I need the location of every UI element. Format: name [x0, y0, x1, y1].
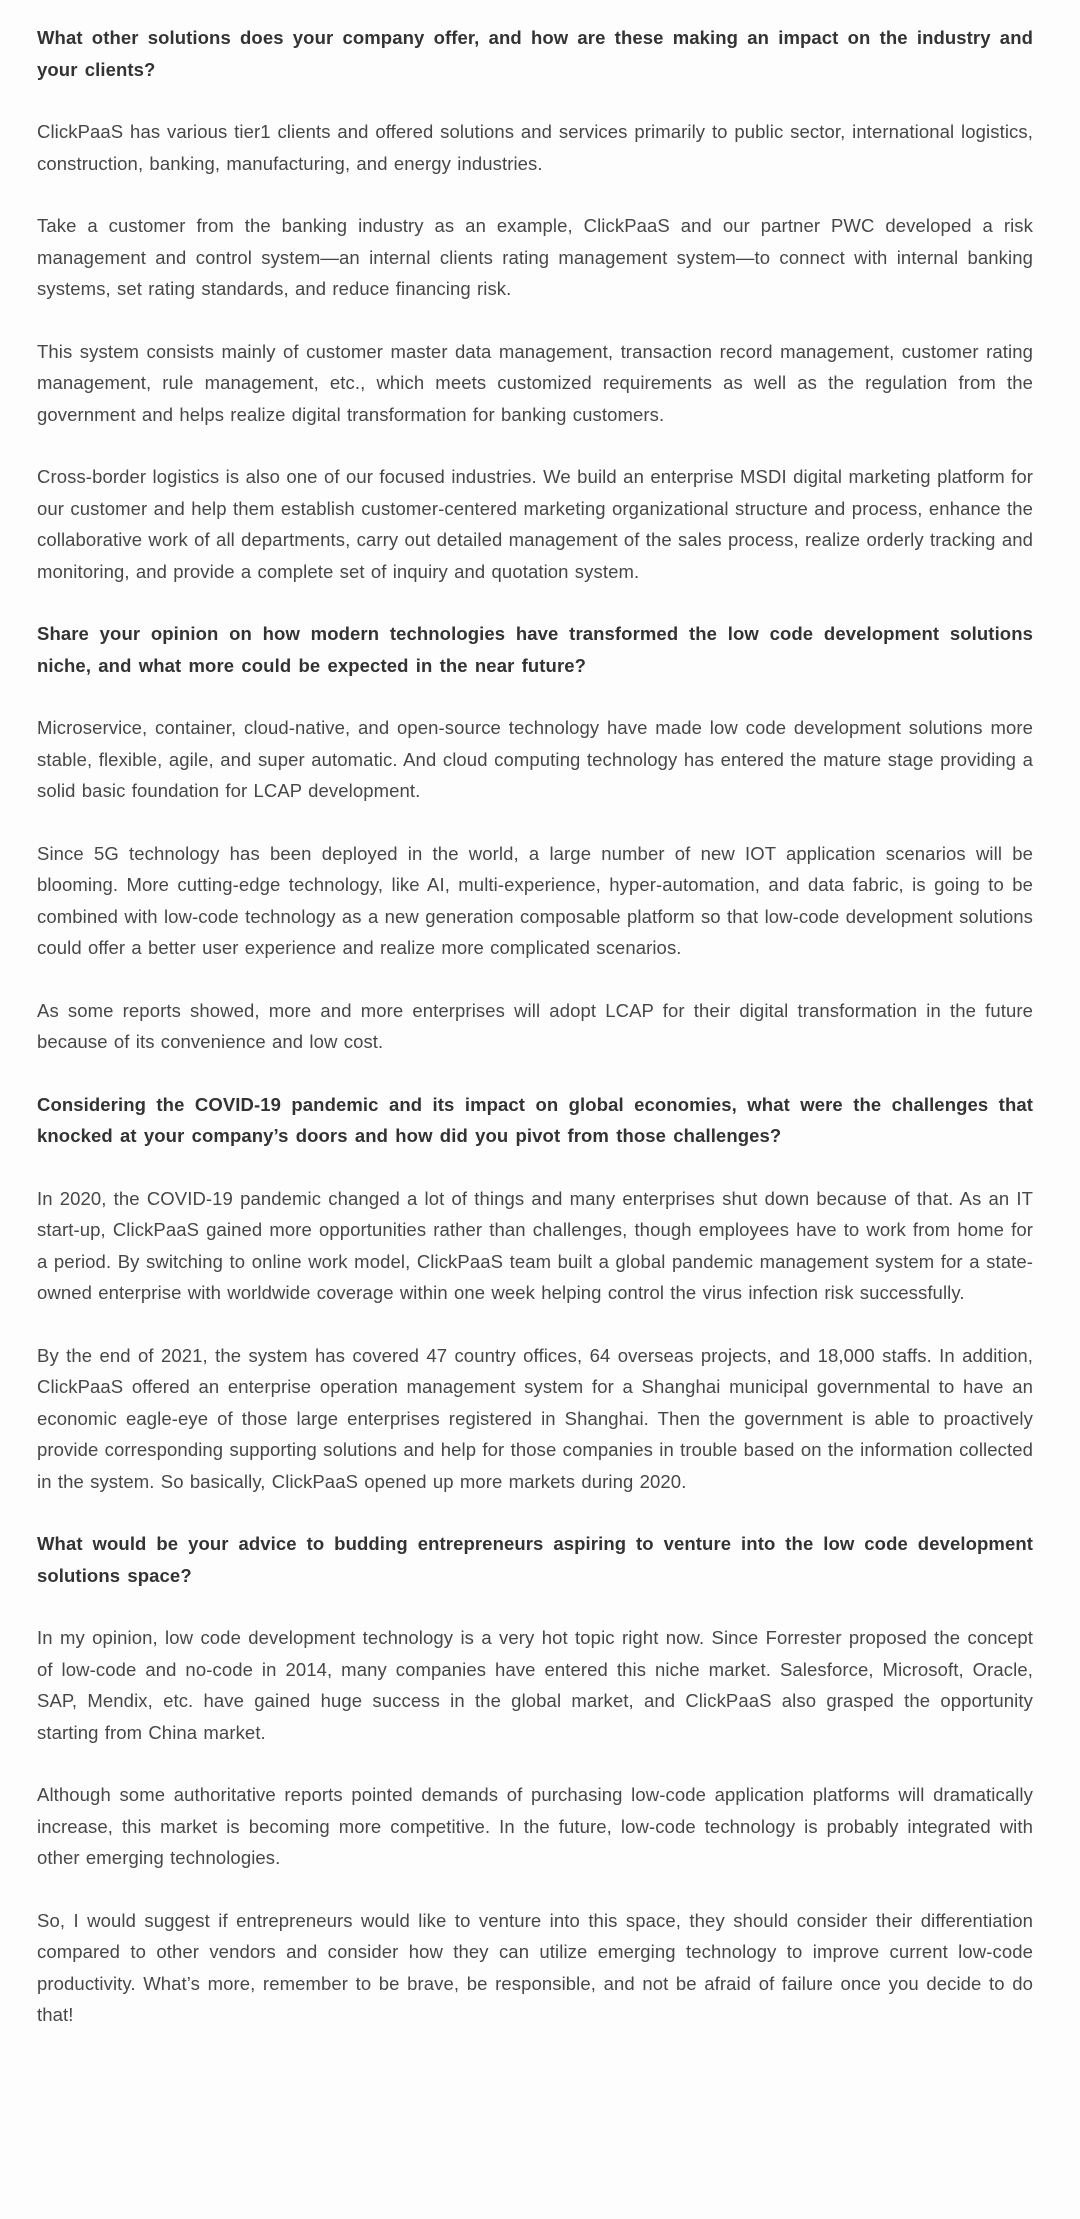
interview-question: Considering the COVID-19 pandemic and its impact on global economies, what were the challenges that knocked at your company’s doors and how did you pivot from those challenges?	[37, 1093, 1033, 1146]
answer-paragraph: Since 5G technology has been deployed in the world, a large number of new IOT application scenarios will be blooming. More cutting-edge technology, like AI, multi-experience, hyper-automation, and data fabric, is going to be combined with low-code technology as a new generation composable platform so that low-code development solutions could offer a better user experience and realize more complicated scenarios.	[37, 842, 1033, 958]
interview-question: Share your opinion on how modern technologies have transformed the low code development solutions niche, and what more could be expected in the near future?	[37, 623, 1033, 676]
answer-paragraph: Take a customer from the banking industry as an example, ClickPaaS and our partner PWC developed a risk management and control system—an internal clients rating management system—to connect with internal banking systems, set rating standards, and reduce financing risk.	[37, 215, 1033, 299]
answer-paragraph: This system consists mainly of customer master data management, transaction record management, customer rating management, rule management, etc., which meets customized requirements as well as the regulation from the government and helps realize digital transformation for banking customers.	[37, 340, 1033, 425]
interview-question: What would be your advice to budding entrepreneurs aspiring to venture into the low code development solutions space?	[37, 1533, 1033, 1586]
answer-paragraph: In 2020, the COVID-19 pandemic changed a lot of things and many enterprises shut down because of that. As an IT start-up, ClickPaaS gained more opportunities rather than challenges, though employees have to work from home for a period. By switching to online work model, ClickPaaS team built a global pandemic management system for a state-owned enterprise with worldwide coverage within one week helping control the virus infection risk successfully.	[37, 1187, 1033, 1303]
answer-paragraph: As some reports showed, more and more enterprises will adopt LCAP for their digital transformation in the future because of its convenience and low cost.	[37, 999, 1033, 1052]
answer-paragraph: In my opinion, low code development technology is a very hot topic right now. Since Forrester proposed the concept of low-code and no-code in 2014, many companies have entered this niche market. Salesforce, Microsoft, Oracle, SAP, Mendix, etc. have gained huge success in the global market, and ClickPaaS also grasped the opportunity starting from China market.	[37, 1627, 1033, 1743]
answer-paragraph: Microservice, container, cloud-native, and open-source technology have made low code development solutions more stable, flexible, agile, and super automatic. And cloud computing technology has entered the mature stage providing a solid basic foundation for LCAP development.	[37, 717, 1033, 801]
answer-paragraph: Cross-border logistics is also one of our focused industries. We build an enterprise MSDI digital marketing platform for our customer and help them establish customer-centered marketing organizational structure and process, enhance the collaborative work of all departments, carry out detailed management of the sales process, realize orderly tracking and monitoring, and provide a complete set of inquiry and quotation system.	[37, 466, 1033, 582]
answer-paragraph: By the end of 2021, the system has covered 47 country offices, 64 overseas projects, and 18,000 staffs. In addition, ClickPaaS offered an enterprise operation management system for a Shanghai municipal governmental to have an economic eagle-eye of those large enterprises registered in Shanghai. Then the government is able to proactively provide corresponding supporting solutions and help for those companies in trouble based on the information collected in the system. So basically, ClickPaaS opened up more markets during 2020.	[37, 1344, 1033, 1492]
answer-paragraph: Although some authoritative reports pointed demands of purchasing low-code application platforms will dramatically increase, this market is becoming more competitive. In the future, low-code technology is probably integrated with other emerging technologies.	[37, 1784, 1033, 1868]
answer-paragraph: So, I would suggest if entrepreneurs would like to venture into this space, they should consider their differentiation compared to other vendors and consider how they can utilize emerging technology to improve current low-code productivity. What’s more, remember to be brave, be responsible, and not be afraid of failure once you decide to do that!	[37, 1909, 1033, 2025]
interview-question: What other solutions does your company offer, and how are these making an impact on the industry and your clients?	[37, 27, 1033, 80]
answer-paragraph: ClickPaaS has various tier1 clients and offered solutions and services primarily to public sector, international logistics, construction, banking, manufacturing, and energy industries.	[37, 121, 1033, 174]
